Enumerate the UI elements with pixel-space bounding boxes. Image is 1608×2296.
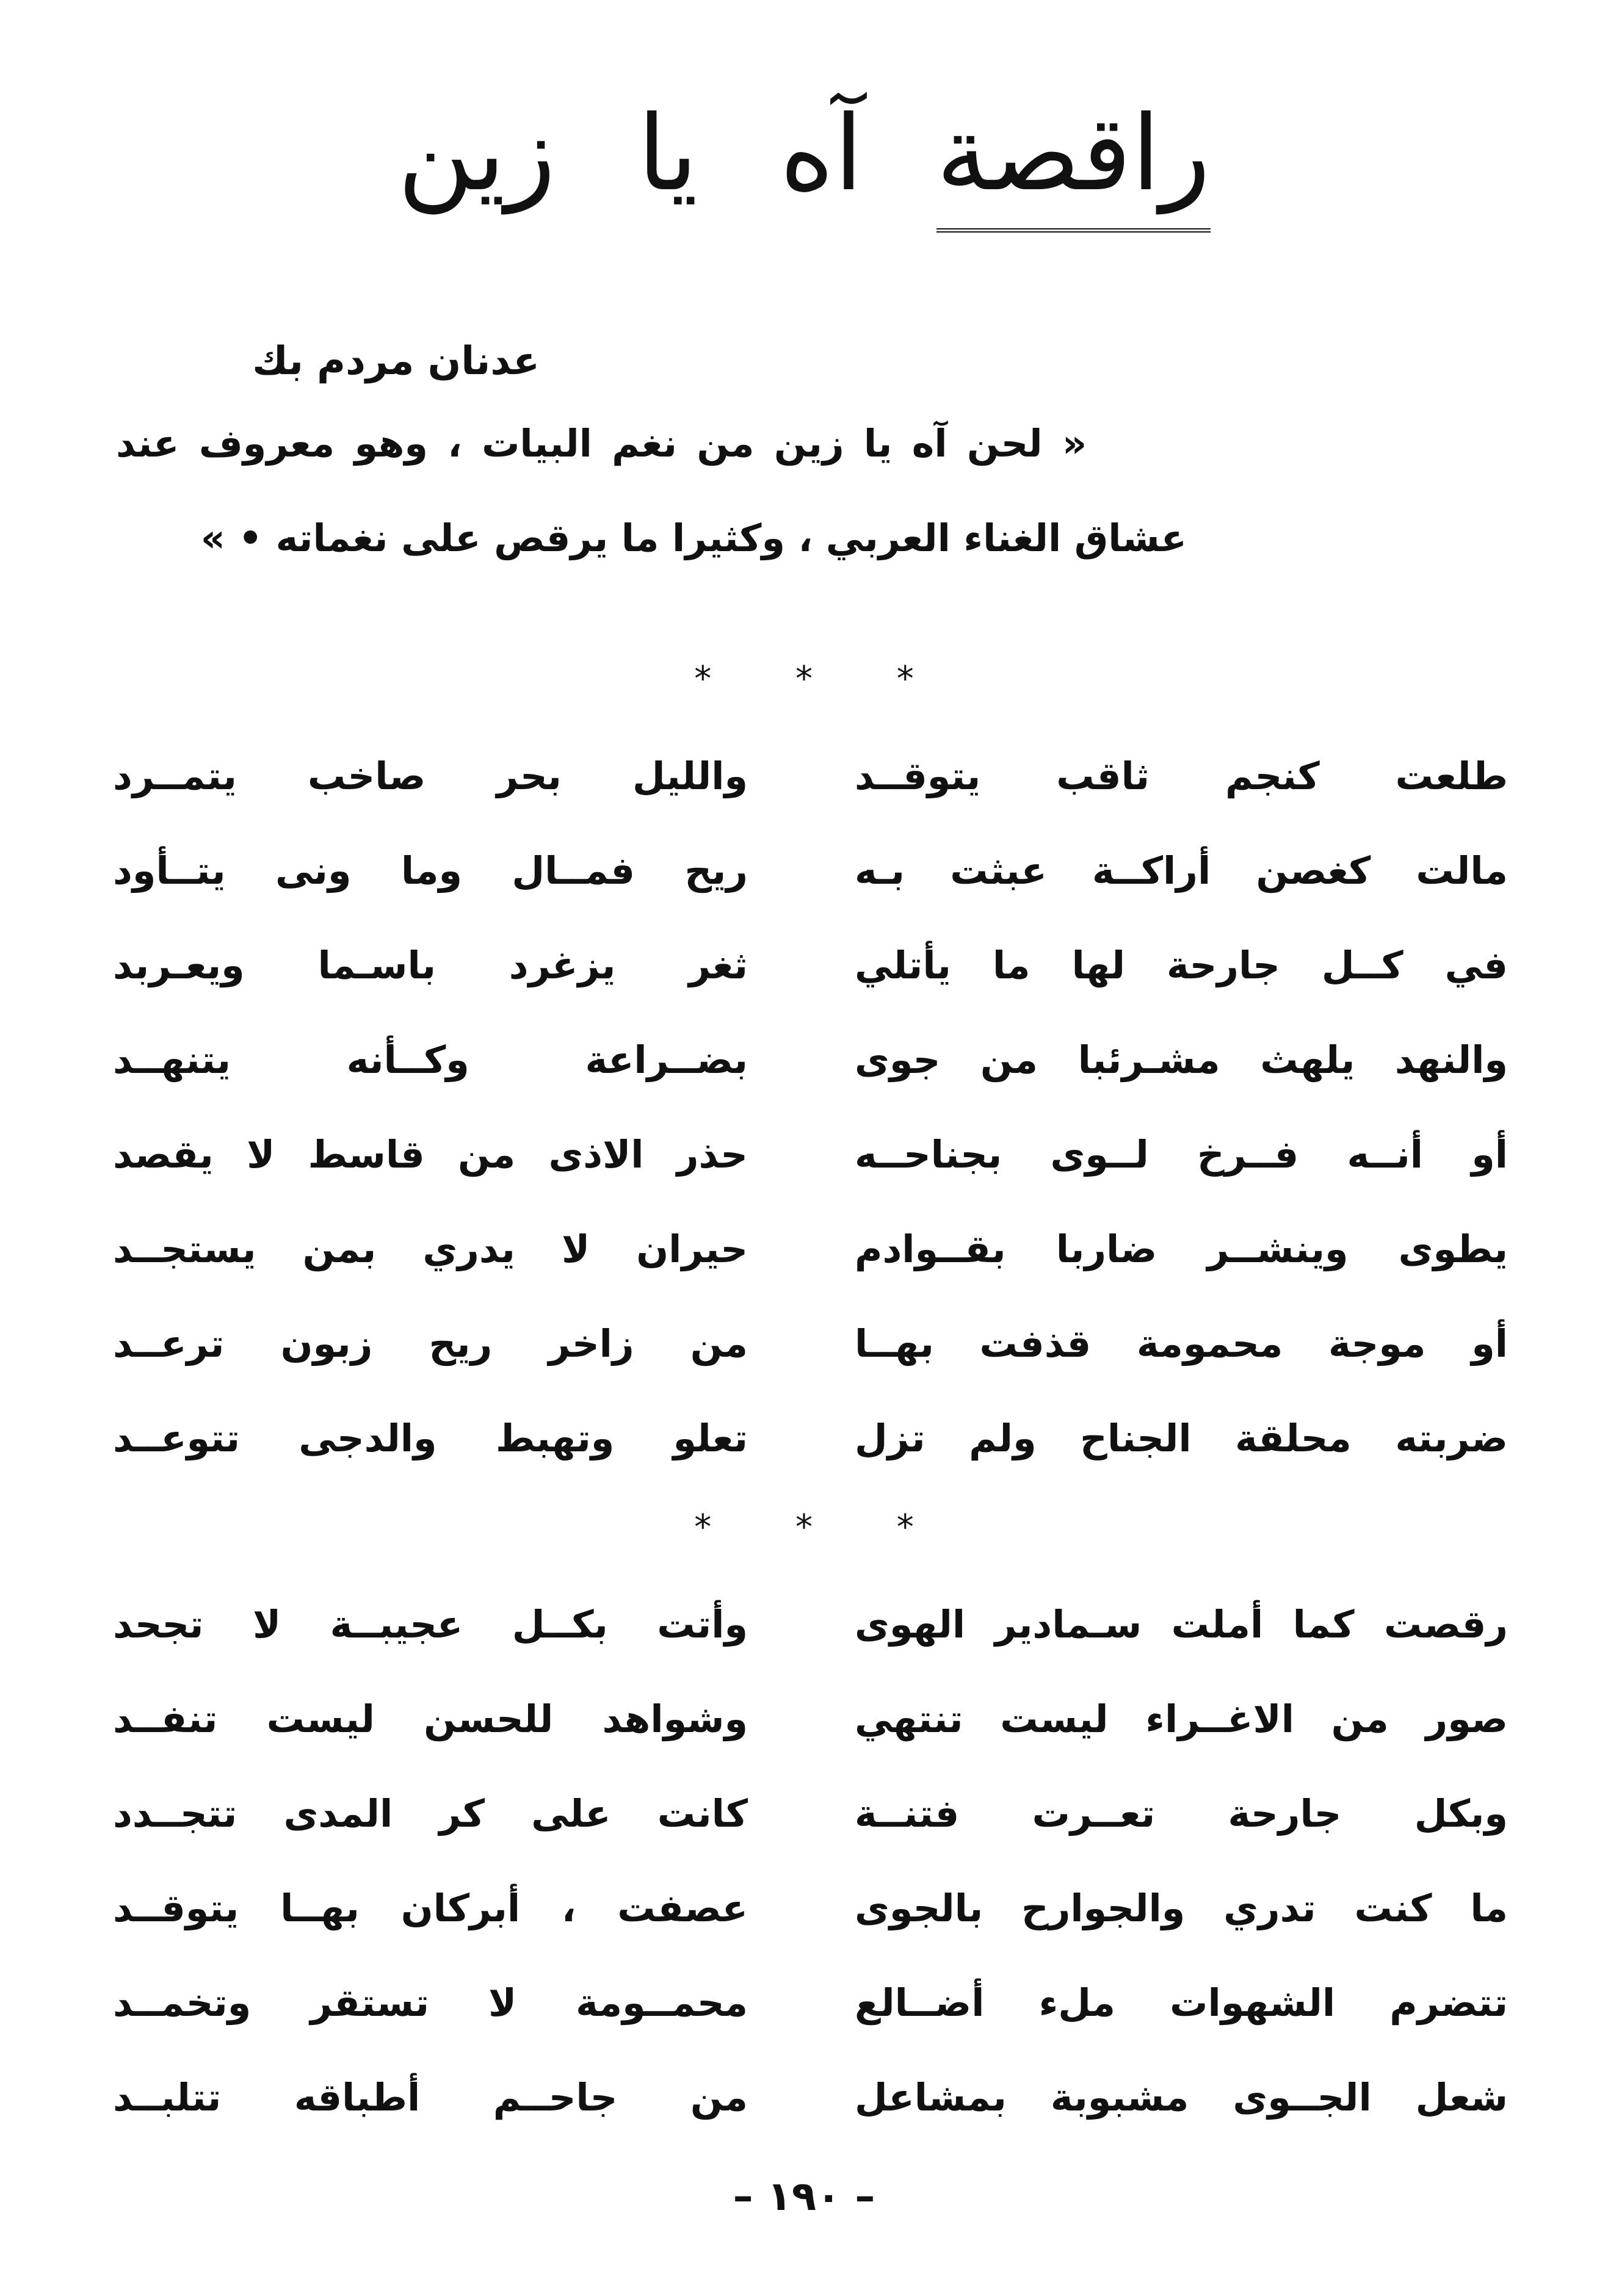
title-word-raqisa: راقصة [936,92,1211,233]
verse-first-hemistich: مالت كغصن أراكــة عبثت بـه [855,848,1508,893]
verse-line [0,848,1608,922]
verse-second-hemistich: تعلو وتهبط والدجى تتوعــد [113,1416,748,1460]
verse-second-hemistich: ثغر يزغرد باسـما ويعـربد [113,943,748,987]
intro-line-1: « لحن آه يا زين من نغم البيات ، وهو معروف عند [116,421,1087,466]
verse-second-hemistich: عصفت ، أبركان بهــا يتوقــد [113,1886,748,1930]
verse-second-hemistich: محمــومة لا تستقر وتخمــد [113,1980,748,2025]
verse-line [0,1132,1608,1205]
verse-line [0,1886,1608,1959]
verse-first-hemistich: وبكل جارحة تعــرت فتنــة [855,1791,1508,1836]
intro-line-2: عشاق الغناء العربي ، وكثيرا ما يرقص على نغماته • » [200,516,1187,560]
verse-second-hemistich: من جاحــم أطباقه تتلبــد [113,2075,748,2120]
verse-second-hemistich: من زاخر ريح زبون ترعــد [113,1321,748,1366]
verse-first-hemistich: أو موجة محمومة قذفت بهــا [855,1321,1508,1366]
verse-second-hemistich: ريح فمــال وما ونى يتــأود [113,848,748,893]
verse-second-hemistich: حذر الاذى من قاسط لا يقصد [113,1132,748,1177]
verse-line [0,1321,1608,1395]
verse-first-hemistich: ضربته محلقة الجناح ولم تزل [855,1416,1508,1460]
verse-line [0,2075,1608,2148]
verse-line [0,1791,1608,1865]
verse-line [0,1697,1608,1770]
verse-first-hemistich: رقصت كما أملت سـمادير الهوى [855,1602,1508,1647]
verse-second-hemistich: والليل بحر صاخب يتمــرد [113,754,748,798]
verse-line [0,1038,1608,1111]
author-name: عدنان مردم بك [252,339,540,384]
verse-first-hemistich: في كــل جارحة لها ما يأتلي [855,943,1508,987]
verse-first-hemistich: طلعت كنجم ثاقب يتوقــد [855,754,1508,798]
verse-second-hemistich: حيران لا يدري بمن يستجــد [113,1227,748,1271]
verse-line [0,1416,1608,1489]
verse-first-hemistich: تتضرم الشهوات ملء أضــالع [855,1980,1508,2025]
verse-second-hemistich: كانت على كر المدى تتجــدد [113,1791,748,1836]
verse-line [0,943,1608,1016]
section-divider-stars: * * * [694,1507,951,1547]
verse-first-hemistich: شعل الجــوى مشبوبة بمشاعل [855,2075,1508,2120]
verse-first-hemistich: يطوى وينشــر ضاربا بقــوادم [855,1227,1508,1271]
verse-line [0,1980,1608,2054]
verse-first-hemistich: أو أنــه فــرخ لــوى بجناحــه [855,1132,1508,1177]
verse-line [0,1602,1608,1675]
title-words-ah-ya-zein: آه يا زين [397,93,863,214]
verse-second-hemistich: بضــراعة وكــأنه يتنهــد [113,1038,748,1082]
verse-second-hemistich: وشواهد للحسن ليست تنفــد [113,1697,748,1741]
verse-line [0,754,1608,827]
verse-first-hemistich: صور من الاغــراء ليست تنتهي [855,1697,1508,1741]
poem-title [0,92,1608,233]
page-number: – ١٩٠ – [733,2173,875,2220]
verse-line [0,1227,1608,1300]
section-divider-stars: * * * [694,659,951,699]
verse-first-hemistich: والنهد يلهث مشـرئبا من جوى [855,1038,1508,1082]
verse-first-hemistich: ما كنت تدري والجوارح بالجوى [855,1886,1508,1930]
verse-second-hemistich: وأتت بكــل عجيبــة لا تجحد [113,1602,748,1647]
